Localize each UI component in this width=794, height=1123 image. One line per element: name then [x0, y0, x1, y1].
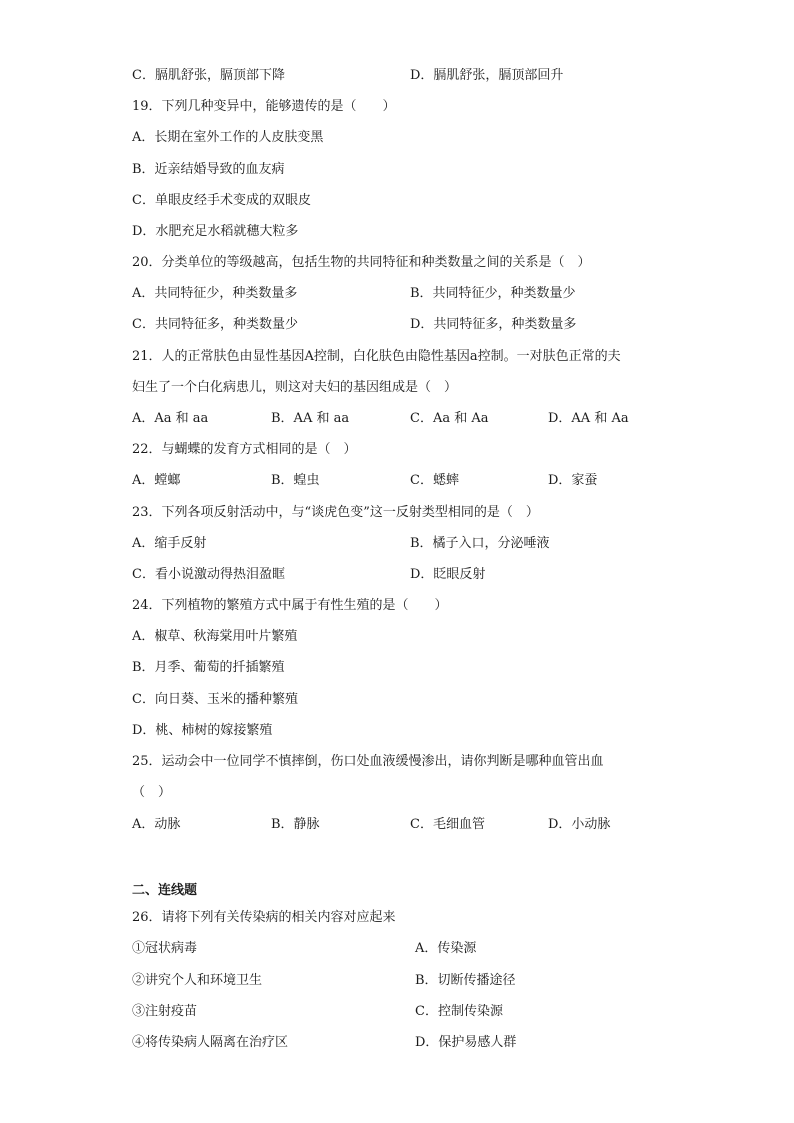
- q26-stem: 26．请将下列有关传染病的相关内容对应起来: [132, 910, 396, 925]
- q21-option-c: C．Aa 和 Aa: [410, 411, 489, 426]
- q19-stem: 19．下列几种变异中，能够遗传的是（ ）: [132, 99, 396, 114]
- q25-option-a: A．动脉: [132, 817, 181, 832]
- q19-option-b: B．近亲结婚导致的血友病: [132, 162, 285, 177]
- q24-stem: 24．下列植物的繁殖方式中属于有性生殖的是（ ）: [132, 598, 448, 613]
- q26-left-item-4: ④将传染病人隔离在治疗区: [132, 1035, 289, 1050]
- q18-option-d: D．膈肌舒张，膈顶部回升: [410, 68, 564, 83]
- q20-option-b: B．共同特征少，种类数量少: [410, 286, 576, 301]
- q26-right-item-b: B．切断传播途径: [415, 973, 516, 988]
- q22-option-d: D．家蚕: [548, 473, 598, 488]
- q22-stem: 22．与蝴蝶的发育方式相同的是（ ）: [132, 442, 357, 457]
- q25-stem-line1: 25．运动会中一位同学不慎摔倒，伤口处血液缓慢渗出，请你判断是哪种血管出血: [132, 754, 604, 769]
- q21-stem-line1: 21．人的正常肤色由显性基因A控制，白化肤色由隐性基因a控制。一对肤色正常的夫: [132, 349, 621, 364]
- q21-stem-line2: 妇生了一个白化病患儿，则这对夫妇的基因组成是（ ）: [132, 380, 458, 395]
- q22-option-a: A．螳螂: [132, 473, 181, 488]
- q26-left-item-1: ①冠状病毒: [132, 941, 198, 956]
- q20-option-d: D．共同特征多，种类数量多: [410, 317, 577, 332]
- q25-option-d: D．小动脉: [548, 817, 611, 832]
- q18-option-c: C．膈肌舒张，膈顶部下降: [132, 68, 285, 83]
- q26-right-item-a: A．传染源: [415, 941, 477, 956]
- q23-option-d: D．眨眼反射: [410, 567, 486, 582]
- q19-option-d: D．水肥充足水稻就穗大粒多: [132, 224, 299, 239]
- q23-option-a: A．缩手反射: [132, 536, 207, 551]
- section-heading: 二、连线题: [132, 883, 198, 898]
- q24-option-c: C．向日葵、玉米的播种繁殖: [132, 692, 298, 707]
- q25-option-b: B．静脉: [271, 817, 320, 832]
- q21-option-b: B．AA 和 aa: [271, 411, 350, 426]
- q26-right-item-c: C．控制传染源: [415, 1004, 503, 1019]
- q19-option-a: A．长期在室外工作的人皮肤变黑: [132, 130, 324, 145]
- q26-left-item-2: ②讲究个人和环境卫生: [132, 973, 263, 988]
- q21-option-a: A．Aa 和 aa: [132, 411, 209, 426]
- q26-right-item-d: D．保护易感人群: [415, 1035, 517, 1050]
- q20-stem: 20．分类单位的等级越高，包括生物的共同特征和种类数量之间的关系是（ ）: [132, 255, 591, 270]
- q26-left-item-3: ③注射疫苗: [132, 1004, 198, 1019]
- q24-option-a: A．椒草、秋海棠用叶片繁殖: [132, 629, 298, 644]
- q19-option-c: C．单眼皮经手术变成的双眼皮: [132, 193, 311, 208]
- q23-option-c: C．看小说激动得热泪盈眶: [132, 567, 285, 582]
- q23-option-b: B．橘子入口，分泌唾液: [410, 536, 550, 551]
- q20-option-c: C．共同特征多，种类数量少: [132, 317, 298, 332]
- q24-option-d: D．桃、柿树的嫁接繁殖: [132, 723, 273, 738]
- q25-option-c: C．毛细血管: [410, 817, 485, 832]
- q25-stem-line2: （ ）: [132, 785, 172, 800]
- q22-option-c: C．蟋蟀: [410, 473, 459, 488]
- q23-stem: 23．下列各项反射活动中，与“谈虎色变”这一反射类型相同的是（ ）: [132, 505, 539, 520]
- q24-option-b: B．月季、葡萄的扦插繁殖: [132, 660, 285, 675]
- q20-option-a: A．共同特征少，种类数量多: [132, 286, 298, 301]
- q22-option-b: B．蝗虫: [271, 473, 320, 488]
- q21-option-d: D．AA 和 Aa: [548, 411, 629, 426]
